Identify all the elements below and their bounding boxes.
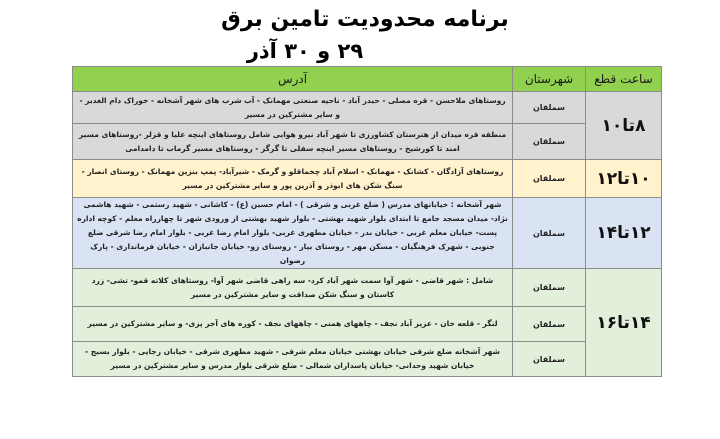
time-slot-cell: ۱۰تا۱۲ [586,160,662,198]
column-header-address: آدرس [73,67,513,92]
city-cell: سملقان [513,342,586,377]
address-cell: روستاهای آزادگان - کشانک - مهمانک - اسلام آباد چخماقلو و گرمک - شیرآباد- پمپ بنزین مهمانک - روستای انصار - سنگ شکن های ابوذر و آذرین پور و سایر مشترکین در مسیر [73,160,513,198]
table-row [73,160,662,198]
address-cell: منطقه قره میدان از هنرستان کشاورزی تا شهر آباد نیرو هوایی شامل روستاهای اینچه علیا و قزلر -روستاهای مسیر امند تا کورشیخ - روستاهای مسیر اینچه سفلی تا گرگز - روستاهای مسیر گرماب تا دامدامی [73,124,513,160]
page-title: برنامه محدودیت تامین برق [221,7,509,32]
city-cell: سملقان [513,198,586,269]
time-slot-cell: ۱۴تا۱۶ [586,269,662,377]
table-row [73,342,662,377]
table-row [73,269,662,307]
table-row [73,124,662,160]
table-row [73,198,662,269]
address-cell: لنگر - قلعه خان - عزیز آباد نجف - چاههای همتی - چاههای نجف - کوره های آجر پزی- و سایر مشترکین در مسیر [73,307,513,342]
address-cell: شهر آشخانه ضلع شرقی خیابان بهشتی خیابان معلم شرقی - شهید مطهری شرقی - خیابان رجایی - بلوار بسیج - خیابان شهید وحدانی- خیابان پاسداران شمالی - ضلع شرقی بلوار مدرس و سایر مشترکین در مسیر [73,342,513,377]
address-cell: شهر آشخانه : خیابانهای مدرس ( ضلع غربی و شرقی ) - امام حسین (ع) - کاشانی - شهید رستمی - شهید هاشمی نژاد- میدان مسجد جامع تا ابتدای بلوار شهید بهشتی - بلوار شهید بهشتی از ورودی شهر تا چهارراه معلم - کوچه اداره پست- خیابان معلم غربی - خیابان بدر - خیابان مطهری غربی- بلوار امام رضا غربی - بلوار امام رضا شرقی ضلع جنوبی - شهرک فرهنگیان - مسکن مهر - روستای بیار - روستای زو- خیابان جانبازان - خیابان فرمانداری - پارک رضوان [73,198,513,269]
city-cell: سملقان [513,160,586,198]
table-header-row [73,67,662,92]
address-cell: روستاهای ملاحسن - قره مصلی - حیدر آباد - ناحیه صنعتی مهمانک - آب شرب های شهر آشخانه - خوراک دام الغدیر - و سایر مشترکین در مسیر [73,92,513,124]
page-subtitle-date: ۲۹ و ۳۰ آذر [246,39,364,63]
city-cell: سملقان [513,92,586,124]
table-row [73,307,662,342]
city-cell: سملقان [513,307,586,342]
column-header-time: ساعت قطع [586,67,662,92]
time-slot-cell: ۸تا۱۰ [586,92,662,160]
column-header-city: شهرستان [513,67,586,92]
outage-schedule-table [72,66,662,377]
table-row [73,92,662,124]
address-cell: شامل : شهر قاضی - شهر آوا سمت شهر آباد کرد- سه راهی قاضی شهر آوا- روستاهای کلاته قمو- تشی- زرد کاستان و سنگ شکن صداقت و سایر مشترکین در مسیر [73,269,513,307]
time-slot-cell: ۱۲تا۱۴ [586,198,662,269]
city-cell: سملقان [513,269,586,307]
city-cell: سملقان [513,124,586,160]
